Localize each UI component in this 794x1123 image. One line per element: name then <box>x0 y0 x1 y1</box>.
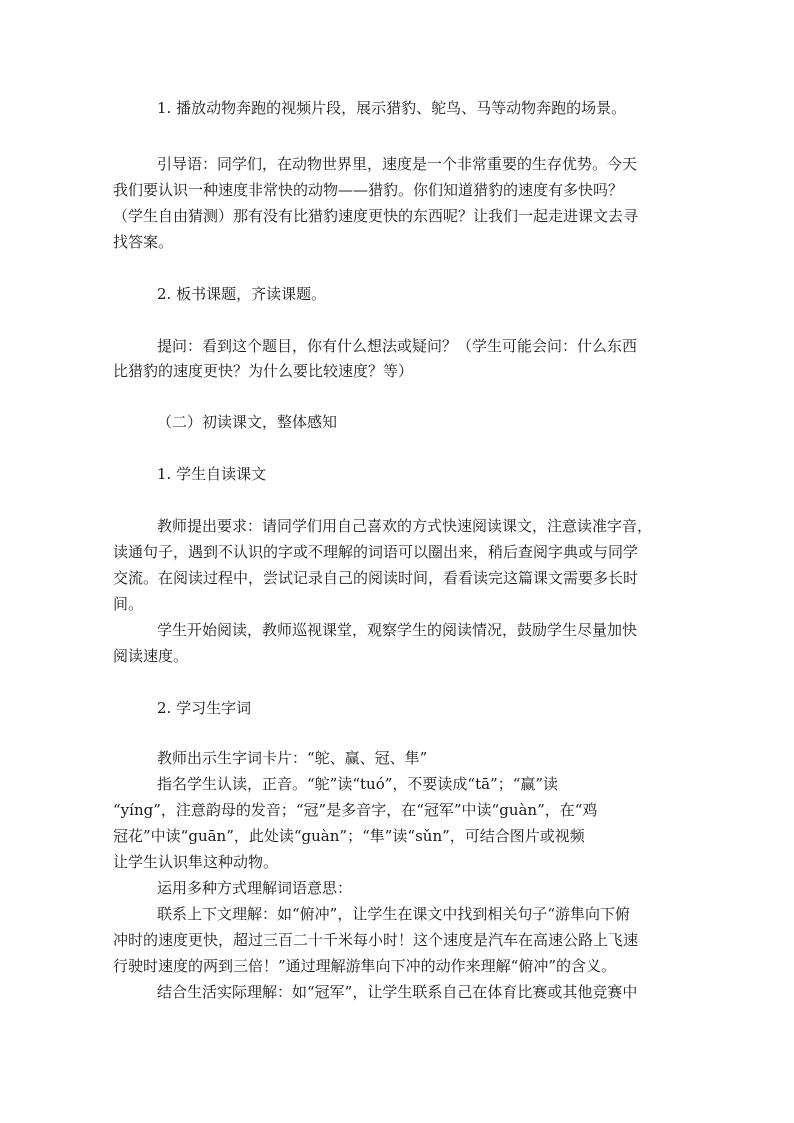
text-line: 教师出示生字词卡片：“鸵、赢、冠、隼” <box>157 749 428 767</box>
text-line: 学生开始阅读，教师巡视课堂，观察学生的阅读情况，鼓励学生尽量加快 <box>157 621 638 639</box>
text-line: 联系上下文理解：如“俯冲”，让学生在课文中找到相关句子“游隼向下俯 <box>157 905 631 923</box>
text-line: 间。 <box>113 595 144 613</box>
text-line: 冲时的速度更快，超过三百二十千米每小时！这个速度是汽车在高速公路上飞速 <box>113 931 639 949</box>
text-line: 引导语：同学们，在动物世界里，速度是一个非常重要的生存优势。今天 <box>157 155 638 173</box>
text-line: 阅读速度。 <box>113 647 189 665</box>
text-line: 找答案。 <box>113 233 174 251</box>
text-line: 结合生活实际理解：如“冠军”，让学生联系自己在体育比赛或其他竞赛中 <box>157 983 638 1001</box>
text-line: 比猎豹的速度更快？为什么要比较速度？等） <box>113 362 414 380</box>
text-line: 我们要认识一种速度非常快的动物——猎豹。你们知道猎豹的速度有多快吗？ <box>113 181 624 199</box>
text-line: 2. 板书课题，齐读课题。 <box>157 285 327 303</box>
section-heading: （二）初读课文，整体感知 <box>157 413 338 431</box>
text-line: 提问：看到这个题目，你有什么想法或疑问？（学生可能会问：什么东西 <box>157 337 638 355</box>
text-line: 1. 播放动物奔跑的视频片段，展示猎豹、鸵鸟、马等动物奔跑的场景。 <box>157 99 627 117</box>
text-line: 交流。在阅读过程中，尝试记录自己的阅读时间，看看读完这篇课文需要多长时 <box>113 569 639 587</box>
text-line: 指名学生认读，正音。“鸵”读“tuó”，不要读成“tā”；“赢”读 <box>157 775 559 793</box>
text-line: 冠花”中读“guān”，此处读“guàn”；“隼”读“sǔn”，可结合图片或视频 <box>113 827 585 845</box>
text-line: 运用多种方式理解词语意思： <box>157 879 353 897</box>
text-line: “yíng”，注意韵母的发音；“冠”是多音字，在“冠军”中读“guàn”，在“鸡 <box>113 801 598 819</box>
text-line: 行驶时速度的两到三倍！”通过理解游隼向下冲的动作来理解“俯冲”的含义。 <box>113 957 617 975</box>
text-line: （学生自由猜测）那有没有比猎豹速度更快的东西呢？让我们一起走进课文去寻 <box>113 207 639 225</box>
text-line: 1. 学生自读课文 <box>157 465 267 483</box>
text-line: 教师提出要求：请同学们用自己喜欢的方式快速阅读课文，注意读准字音， <box>157 517 653 535</box>
text-line: 读通句子，遇到不认识的字或不理解的词语可以圈出来，稍后查阅字典或与同学 <box>113 543 639 561</box>
text-line: 让学生认识隼这种动物。 <box>113 853 279 871</box>
text-line: 2. 学习生字词 <box>157 699 252 717</box>
